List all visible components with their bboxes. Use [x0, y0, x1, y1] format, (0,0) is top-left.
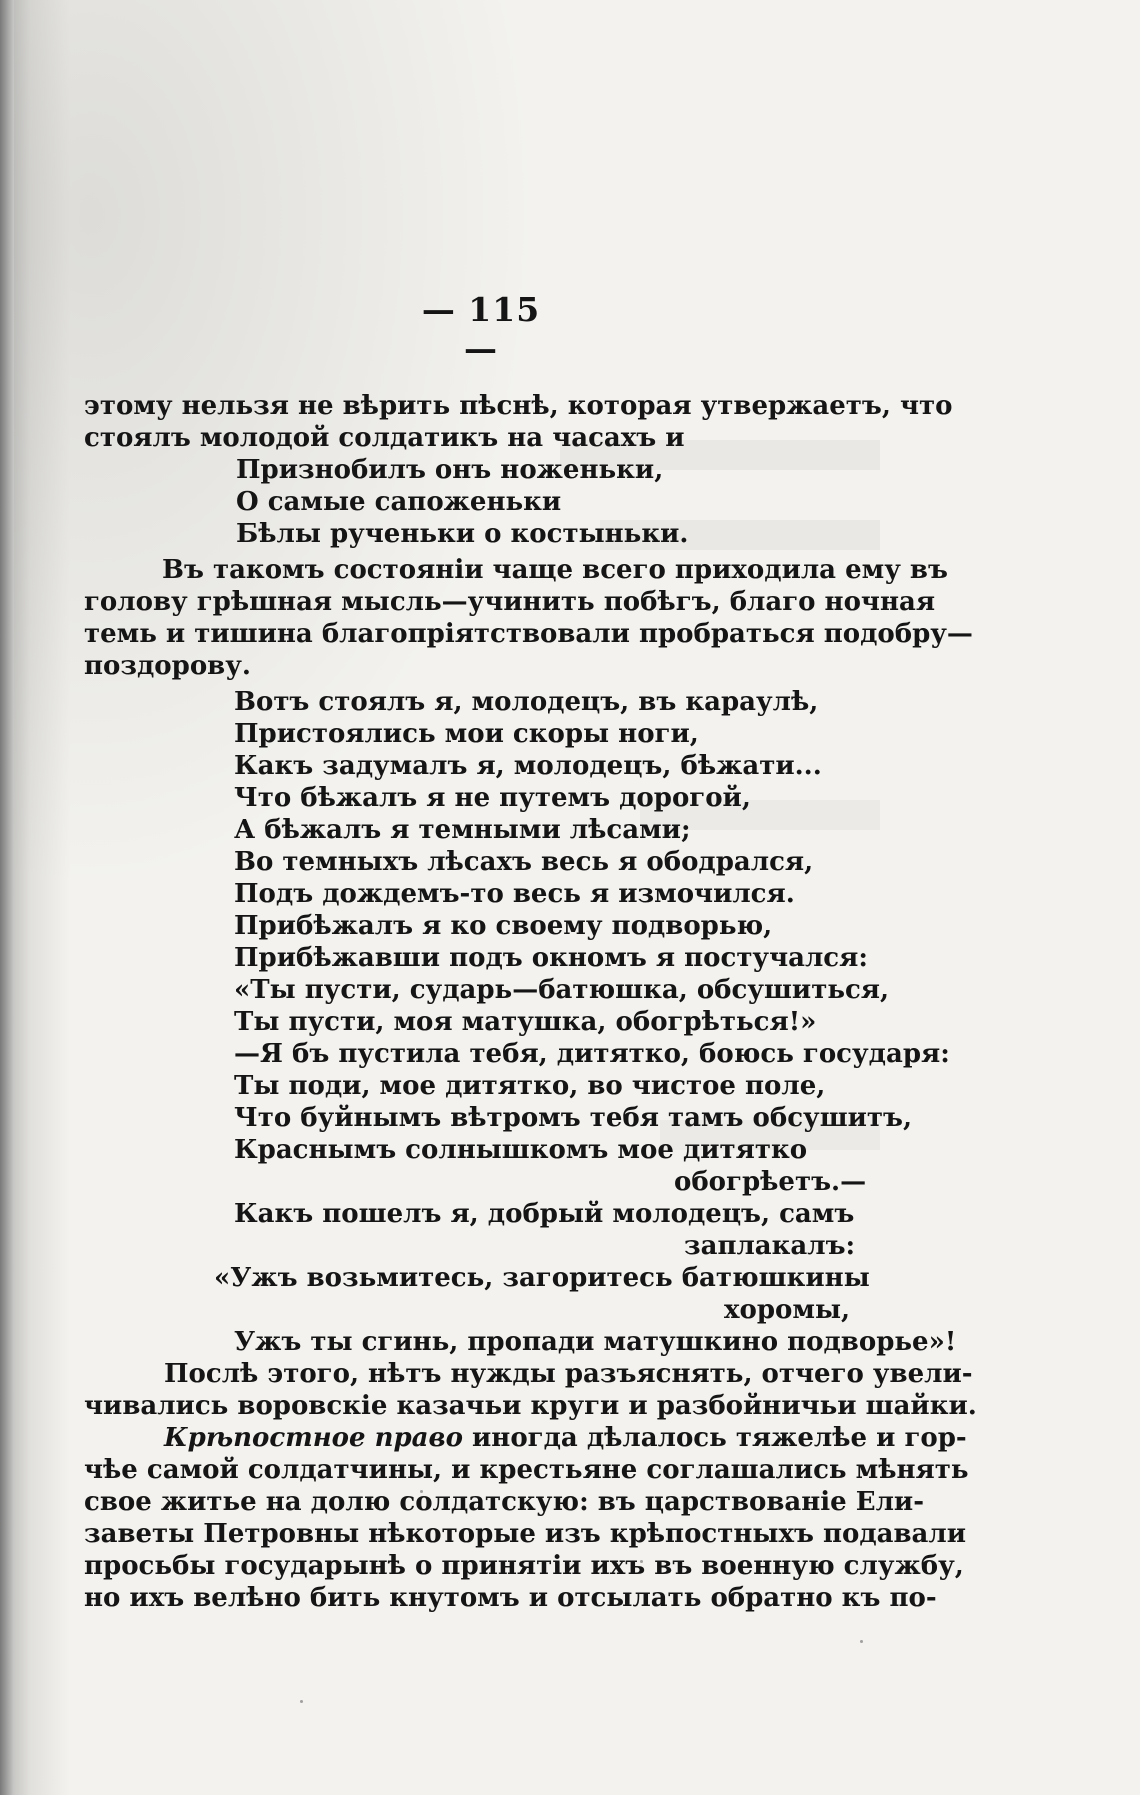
verse-line: Прибѣжалъ я ко своему подворью, [234, 911, 773, 941]
page-number: — 115 — [421, 290, 541, 368]
verse-line: Бѣлы рученьки о костыньки. [236, 519, 689, 549]
scan-speck [420, 1490, 423, 1493]
line-continuation: иногда дѣлалось тяжелѣе и гор- [462, 1423, 967, 1453]
text-line: свое житье на долю солдатскую: въ царствованіе Ели- [84, 1487, 924, 1517]
text-line: но ихъ велѣно бить кнутомъ и отсылать обратно къ по- [84, 1583, 937, 1613]
verse-line: Во темныхъ лѣсахъ весь я ободрался, [234, 847, 814, 877]
text-line: Въ такомъ состояніи чаще всего приходила ему въ [162, 555, 948, 585]
book-spine-edge [0, 0, 14, 1795]
text-line: темь и тишина благопріятствовали пробраться подобру— [84, 619, 973, 649]
verse-line: «Ужъ возьмитесь, загоритесь батюшкины [214, 1263, 870, 1293]
verse-line: Какъ пошелъ я, добрый молодецъ, самъ [234, 1199, 855, 1229]
verse-line: Пристоялись мои скоры ноги, [234, 719, 699, 749]
text-line: заветы Петровны нѣкоторые изъ крѣпостныхъ подавали [84, 1519, 967, 1549]
verse-line: Краснымъ солнышкомъ мое дитятко [234, 1135, 808, 1165]
verse-line: «Ты пусти, сударь—батюшка, обсушиться, [234, 975, 890, 1005]
text-line: этому нельзя не вѣрить пѣснѣ, которая утвержаетъ, что [84, 391, 953, 421]
text-line: поздорову. [84, 651, 251, 681]
verse-line: Ты пусти, моя матушка, обогрѣться!» [234, 1007, 817, 1037]
text-line: стоялъ молодой солдатикъ на часахъ и [84, 423, 685, 453]
scan-speck [860, 1640, 863, 1643]
text-line: чѣе самой солдатчины, и крестьяне соглашались мѣнять [84, 1455, 969, 1485]
verse-line: Ужъ ты сгинь, пропади матушкино подворье»! [234, 1327, 957, 1357]
verse-line: Что бѣжалъ я не путемъ дорогой, [234, 783, 751, 813]
verse-line: Что буйнымъ вѣтромъ тебя тамъ обсушитъ, [234, 1103, 913, 1133]
scan-speck [640, 1560, 643, 1563]
verse-line-runover: обогрѣетъ.— [674, 1167, 867, 1197]
verse-line: Подъ дождемъ-то весь я измочился. [234, 879, 795, 909]
text-line: чивались воровскіе казачьи круги и разбойничьи шайки. [84, 1391, 977, 1421]
verse-line: Ты поди, мое дитятко, во чистое поле, [234, 1071, 826, 1101]
italic-term: Крѣпостное право [164, 1423, 463, 1453]
text-line: Послѣ этого, нѣтъ нужды разъяснять, отчего увели- [164, 1359, 973, 1389]
text-line: просьбы государынѣ о принятіи ихъ въ военную службу, [84, 1551, 964, 1581]
scan-speck [300, 1700, 303, 1703]
verse-line: Вотъ стоялъ я, молодецъ, въ караулѣ, [234, 687, 819, 717]
verse-line: Прибѣжавши подъ окномъ я постучался: [234, 943, 868, 973]
verse-line: О самые сапоженьки [236, 487, 562, 517]
text-line: голову грѣшная мысль—учинить побѣгъ, благо ночная [84, 587, 936, 617]
verse-line: —Я бъ пустила тебя, дитятко, боюсь государя: [234, 1039, 950, 1069]
verse-line: Признобилъ онъ ноженьки, [236, 455, 664, 485]
verse-line: Какъ задумалъ я, молодецъ, бѣжати... [234, 751, 822, 781]
verse-line-runover: заплакалъ: [684, 1231, 856, 1261]
text-line-italic-lead [164, 1422, 967, 1454]
verse-line-runover: хоромы, [724, 1295, 851, 1325]
verse-line: А бѣжалъ я темными лѣсами; [234, 815, 691, 845]
